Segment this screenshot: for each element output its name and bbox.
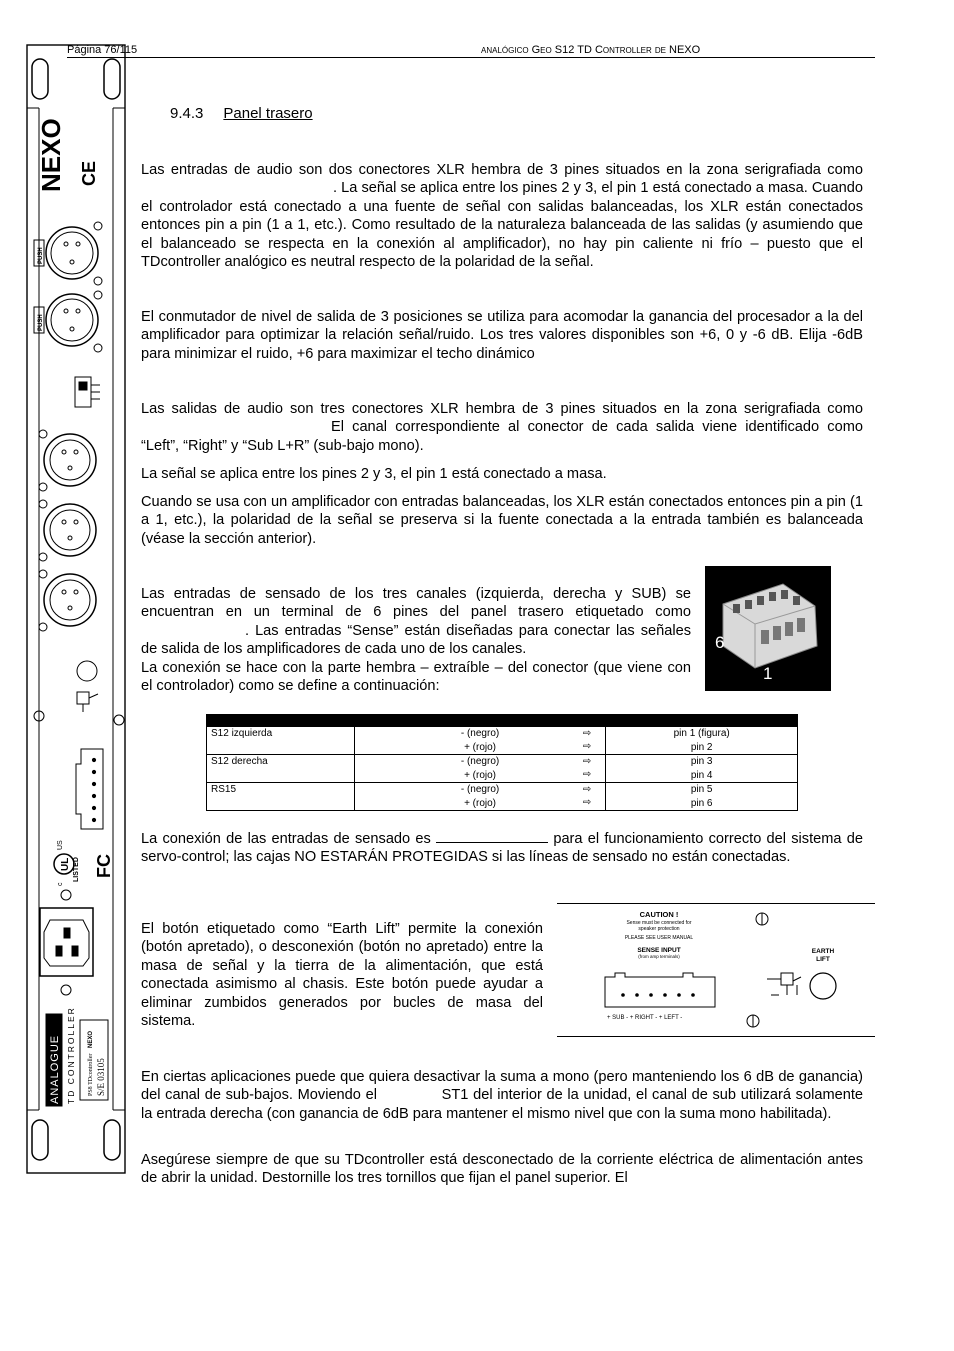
photo-label-1: 1	[763, 664, 773, 683]
xlr-output-left	[39, 430, 96, 491]
paragraph-balanced: Cuando se usa con un amplificador con entradas balanceadas, los XLR están conectados entonces pin a pin (1 a 1, etc.), la polaridad de la señal se preserva si la fuente conectada a la entrada también es balanceada (véase la sección anterior).	[141, 494, 863, 547]
table-row: S12 derecha - (negro) + (rojo) ⇨ ⇨ pin 3 pin 4	[207, 755, 798, 783]
svg-text:LIFT: LIFT	[816, 956, 830, 963]
nexo-logo: NEXO	[36, 118, 66, 192]
ce-mark: CE	[79, 160, 99, 186]
sense-terminal	[76, 749, 103, 829]
header-rule	[67, 57, 875, 58]
paragraph-audio-inputs: Las entradas de audio son dos conectores XLR hembra de 3 pines situados en la zona serigrafiada como . La señal se aplica entre los pines 2 y 3, el pin 1 está conectado a masa. Cuando el controlador está conectado a una fuente de señal con salidas balanceadas, los XLR están conectados entonces pin a pin (1 a 1, etc.). Como resultado de la naturaleza balanceada de las salidas (y asumiendo que el balanceado se respecta en la conexión al amplificador), no hay pin caliente ni frío – puesto que el TDcontroller analógico es neutral respecto de la polaridad de la señal.	[141, 162, 863, 271]
svg-text:PUSH: PUSH	[38, 314, 44, 331]
xlr-input-1	[34, 222, 102, 285]
svg-text:LISTED: LISTED	[73, 857, 80, 882]
svg-text:US: US	[57, 840, 64, 850]
paragraph-mono-sum: En ciertas aplicaciones puede que quiera desactivar la suma a mono (pero manteniendo los 6 dB de ganancia) del canal de sub-bajos. Moviendo el ST1 del interior de la unidad, el canal de sub utilizará solamente la entrada derecha (con ganancia de 6dB para mantener el mismo nivel que con la suma mono habilitada).	[141, 1069, 864, 1122]
svg-text:PLEASE SEE USER MANUAL: PLEASE SEE USER MANUAL	[624, 935, 694, 941]
xlr-input-2	[34, 291, 102, 352]
paragraph-disconnect: Asegúrese siempre de que su TDcontroller está desconectado de la corriente eléctrica de alimentación antes de abrir la unidad. Destornille los tres tornillos que fijan el panel superior. El	[141, 1152, 863, 1187]
svg-text:CAUTION !: CAUTION !	[639, 910, 679, 919]
paragraph-connection: La conexión se hace con la parte hembra – extraíble – del conector (que viene con el controlador) como se define a continuación:	[141, 660, 691, 695]
svg-text:UL: UL	[60, 857, 71, 871]
svg-text:speaker protection: speaker protection	[638, 926, 680, 932]
sense-connector-photo	[705, 566, 831, 691]
xlr-output-right	[39, 500, 96, 561]
paragraph-audio-outputs: Las salidas de audio son tres conectores XLR hembra de 3 pines situados en la zona serigrafiada como El canal correspondiente al conector de cada salida viene identificado como “Left”, “Right” y “Sub L+R” (sub-bajo mono).	[141, 401, 863, 454]
svg-text:TD CONTROLLER: TD CONTROLLER	[66, 1006, 76, 1104]
paragraph-sense-inputs: Las entradas de sensado de los tres canales (izquierda, derecha y SUB) se encuentran en un terminal de 6 pines del panel trasero etiquetado como . Las entradas “Sense” están diseñadas para conectar las señales de salida de los amplificadores de cada uno de los canales.	[141, 586, 691, 658]
paragraph-sense-required: La conexión de las entradas de sensado es para el funcionamiento correcto del sistema de servo-control; las cajas NO ESTARÁN PROTEGIDAS si las líneas de sensado no están conectadas.	[141, 831, 864, 866]
document-title: analógico Geo S12 TD Controller de NEXO	[481, 44, 701, 56]
power-inlet	[40, 890, 93, 995]
sense-input-connector	[605, 973, 715, 1007]
svg-text:FC: FC	[94, 854, 114, 878]
svg-text:+ SUB - + RIGHT - + LEFT -: + SUB - + RIGHT - + LEFT -	[607, 1015, 683, 1021]
svg-text:PUSH: PUSH	[38, 247, 44, 264]
page-number: Página 76/115	[67, 44, 138, 56]
svg-text:Sense must be connected for: Sense must be connected for	[626, 920, 692, 926]
rear-panel-drawing	[26, 44, 126, 1174]
paragraph-level-switch: El conmutador de nivel de salida de 3 posiciones se utiliza para acomodar la ganancia del procesador a la del amplificador para optimizar la relación señal/ruido. Los tres valores disponibles son +6, 0 y -6 dB. Elija -6dB para minimizar el ruido, +6 para maximizar el techo dinámico	[141, 309, 863, 362]
section-title: Panel trasero	[223, 105, 313, 122]
paragraph-earth-lift: El botón etiquetado como “Earth Lift” permite la conexión (botón apretado), o desconexión (botón no apretado) entre la masa de señal y la tierra de la alimentación, que está conectada asimismo al chasis. Este botón puede ayudar a eliminar zumbidos generados por bucles de masa del sistema.	[141, 921, 543, 1030]
table-header	[207, 715, 798, 727]
svg-text:PS8 TDcontroller: PS8 TDcontroller	[88, 1053, 94, 1096]
earth-lift-button	[34, 661, 124, 725]
svg-text:(from amp terminals): (from amp terminals)	[638, 954, 680, 959]
xlr-output-sub	[39, 570, 96, 631]
table-row: S12 izquierda - (negro) + (rojo) ⇨ ⇨ pin 1 (figura) pin 2	[207, 727, 798, 755]
rear-panel-detail	[557, 903, 875, 1037]
svg-text:EARTH: EARTH	[811, 948, 835, 955]
svg-text:S/E 03105: S/E 03105	[96, 1058, 106, 1096]
sense-wiring-table	[206, 714, 798, 811]
paragraph-signal-pins: La señal se aplica entre los pines 2 y 3, el pin 1 está conectado a masa.	[141, 466, 607, 482]
svg-text:c: c	[57, 882, 64, 886]
svg-text:NEXO: NEXO	[88, 1030, 94, 1048]
photo-label-6: 6	[715, 633, 725, 652]
section-number: 9.4.3	[170, 105, 204, 122]
table-row: RS15 - (negro) + (rojo) ⇨ ⇨ pin 5 pin 6	[207, 783, 798, 811]
svg-text:SENSE INPUT: SENSE INPUT	[637, 947, 681, 954]
level-switch	[75, 377, 100, 407]
section-heading	[170, 105, 313, 122]
svg-text:ANALOGUE: ANALOGUE	[49, 1034, 61, 1104]
earth-lift-knob	[810, 973, 836, 999]
